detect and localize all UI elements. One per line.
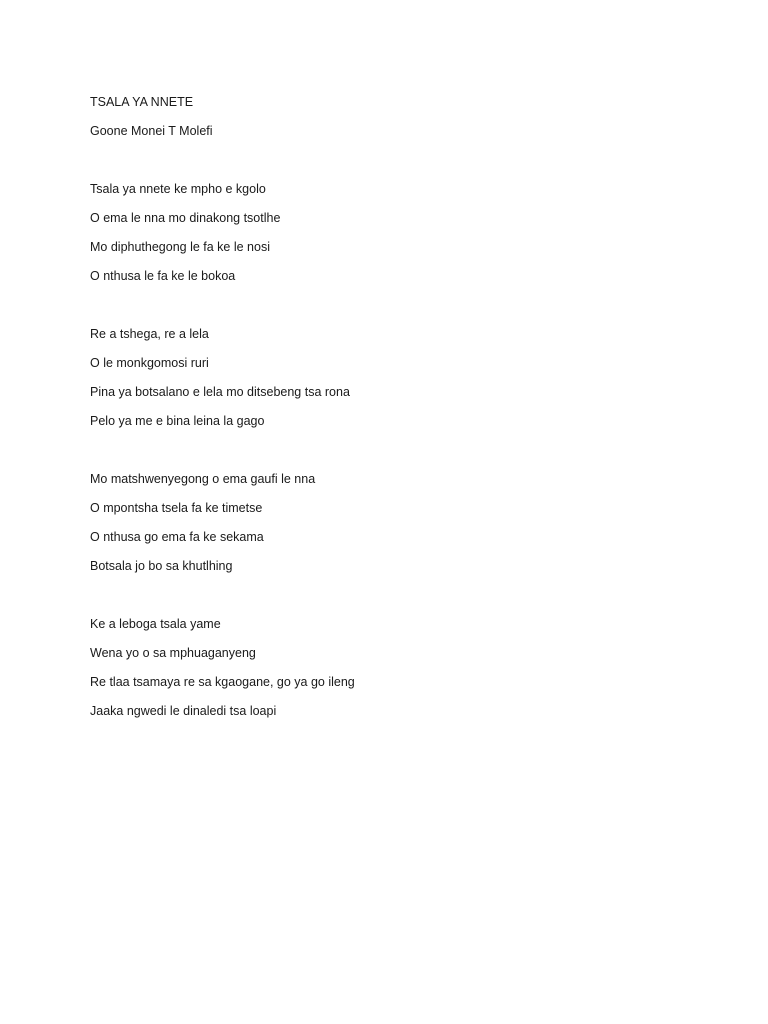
poem-line: O ema le nna mo dinakong tsotlhe (90, 211, 281, 225)
stanza-2 (90, 326, 690, 442)
poem-line: Wena yo o sa mphuaganyeng (90, 646, 256, 660)
poem-line: Mo matshwenyegong o ema gaufi le nna (90, 472, 316, 486)
poem-line: Mo diphuthegong le fa ke le nosi (90, 240, 270, 254)
poem-line: Ke a leboga tsala yame (90, 617, 221, 631)
spacer (90, 297, 690, 326)
poem-line: Jaaka ngwedi le dinaledi tsa loapi (90, 704, 277, 718)
stanza-4 (90, 616, 690, 732)
poem (90, 94, 690, 732)
poem-line: Tsala ya nnete ke mpho e kgolo (90, 182, 266, 196)
spacer (90, 152, 690, 181)
poem-line: O nthusa le fa ke le bokoa (90, 269, 236, 283)
poem-author: Goone Monei T Molefi (90, 124, 213, 138)
poem-line: Pina ya botsalano e lela mo ditsebeng tsa rona (90, 385, 350, 399)
spacer (90, 442, 690, 471)
poem-line: O nthusa go ema fa ke sekama (90, 530, 264, 544)
poem-line: Botsala jo bo sa khutlhing (90, 559, 233, 573)
poem-line: Re a tshega, re a lela (90, 327, 209, 341)
spacer (90, 587, 690, 616)
stanza-1 (90, 181, 690, 297)
poem-line: Re tlaa tsamaya re sa kgaogane, go ya go ileng (90, 675, 355, 689)
poem-line: O mpontsha tsela fa ke timetse (90, 501, 263, 515)
poem-title: TSALA YA NNETE (90, 95, 194, 109)
poem-line: O le monkgomosi ruri (90, 356, 209, 370)
poem-line: Pelo ya me e bina leina la gago (90, 414, 265, 428)
stanza-3 (90, 471, 690, 587)
